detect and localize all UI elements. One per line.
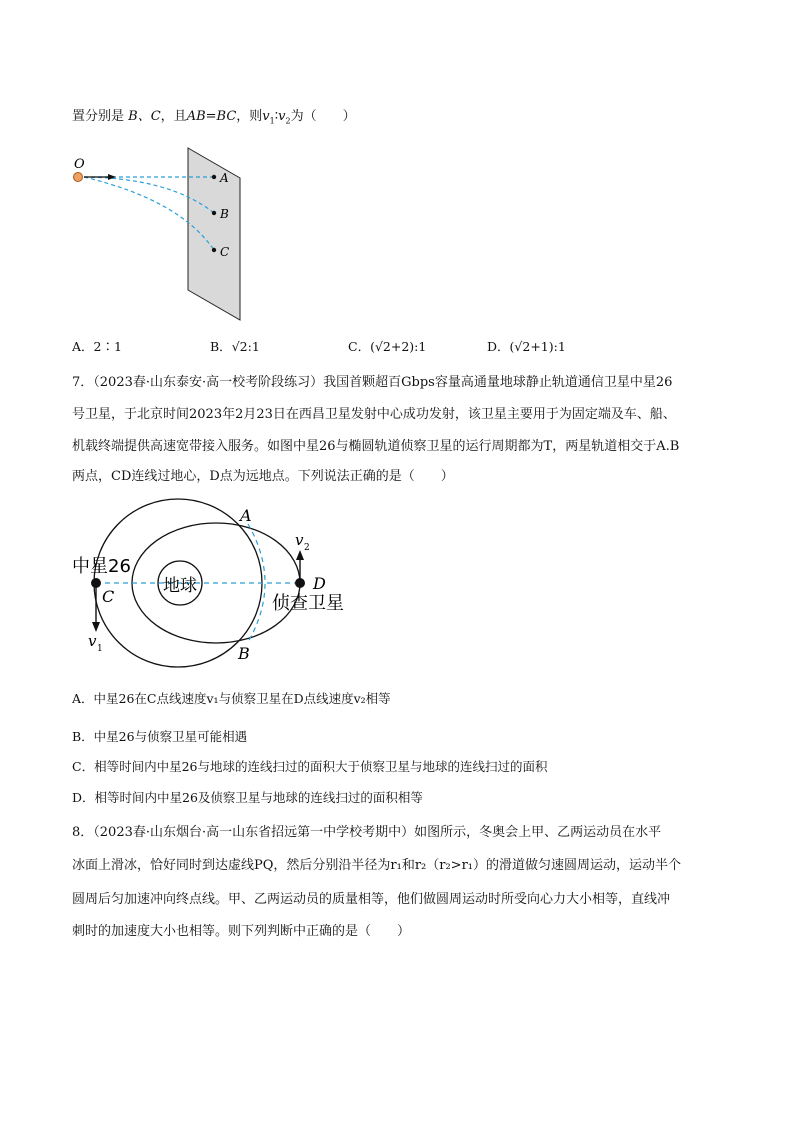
label-b7: B (238, 644, 250, 663)
q8-line-2: 冰面上滑冰，恰好同时到达虚线PQ，然后分别沿半径为r₁和r₂（r₂>r₁）的滑道做匀速圆周运动，运动半个 (72, 858, 682, 873)
label-spy: 侦查卫星 (272, 593, 344, 614)
q8-line-3: 圆周后匀加速冲向终点线。甲、乙两运动员的质量相等，他们做圆周运动时所受向心力大小相等，直线冲 (72, 892, 671, 907)
label-c7: C (102, 587, 115, 606)
q8-line-1: 8．（2023春·山东烟台·高一山东省招远第一中学校考期中）如图所示，冬奥会上甲、乙两运动员在水平 (72, 825, 662, 840)
q6-option-d[interactable]: D．(√2+1):1 (487, 339, 566, 354)
label-b: B (220, 207, 229, 221)
q7-line-2: 号卫星，于北京时间2023年2月23日在西昌卫星发射中心成功发射，该卫星主要用于为固定端及车、船、 (72, 407, 676, 422)
q7-option-c[interactable]: C．相等时间内中星26与地球的连线扫过的面积大于侦察卫星与地球的连线扫过的面积 (72, 759, 548, 774)
q7-option-d[interactable]: D．相等时间内中星26及侦察卫星与地球的连线扫过的面积相等 (72, 790, 423, 805)
label-earth: 地球 (163, 576, 197, 596)
label-v1-sub: 1 (97, 644, 103, 654)
label-a: A (220, 171, 229, 185)
label-v1: v (88, 632, 97, 650)
q7-line-3: 机载终端提供高速宽带接入服务。如图中星26与椭圆轨道侦察卫星的运行周期都为T，两星轨道相交于A.B (72, 439, 680, 454)
q6-option-c[interactable]: C．(√2+2):1 (348, 339, 427, 354)
label-v2-sub: 2 (304, 543, 310, 553)
label-v2: v (295, 531, 304, 549)
q7-line-1: 7．（2023春·山东泰安·高一校考阶段练习）我国首颗超百Gbps容量高通量地球静止轨道通信卫星中星26 (72, 375, 673, 390)
label-sat1: 中星26 (72, 556, 131, 577)
label-o: O (74, 157, 85, 172)
label-d7: D (313, 574, 326, 593)
q8-line-4: 刺时的加速度大小也相等。则下列判断中正确的是（ ） (72, 924, 411, 939)
q7-option-b[interactable]: B．中星26与侦察卫星可能相遇 (72, 729, 248, 744)
q6-option-a[interactable]: A．2∶1 (72, 339, 122, 354)
label-c: C (220, 245, 230, 259)
q7-option-a[interactable]: A．中星26在C点线速度v₁与侦察卫星在D点线速度v₂相等 (72, 691, 391, 706)
q7-line-4: 两点，CD连线过地心，D点为远地点。下列说法正确的是（ ） (72, 469, 454, 484)
label-a7: A (240, 506, 252, 525)
q6-option-b[interactable]: B．√2:1 (210, 339, 260, 354)
q6-stem: 置分别是 B、C，且AB=BC，则$v_1∶v_2$为（ ） (72, 109, 356, 126)
